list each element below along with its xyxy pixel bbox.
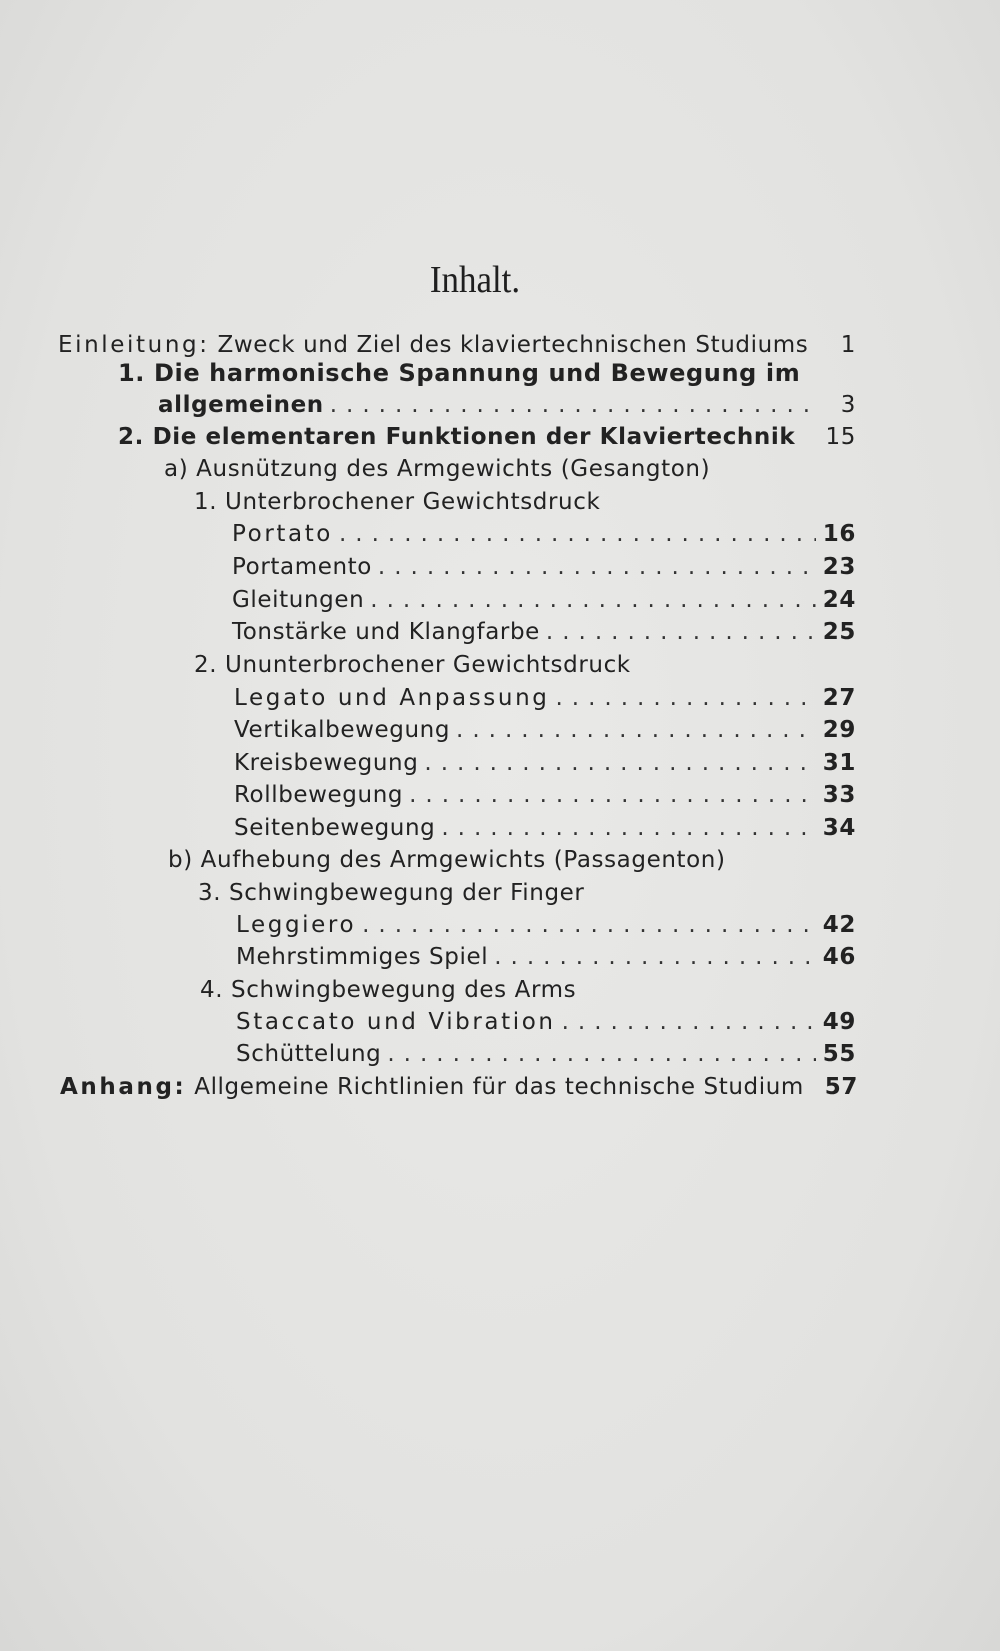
toc-ch1-title-cont: allgemeinen: [158, 392, 324, 418]
toc-entry-label: Mehrstimmiges Spiel: [236, 944, 489, 970]
toc-ch1-title: Die harmonische Spannung und Bewegung im: [154, 359, 801, 387]
toc-subsection-1: 1. Unterbrochener Gewichtsdruck: [194, 489, 601, 515]
toc-entry-label: Gleitungen: [232, 587, 365, 613]
leader-dots: [356, 908, 816, 942]
toc-subsection-4: 4. Schwingbewegung des Arms: [200, 977, 577, 1003]
leader-dots: [418, 746, 816, 780]
toc-entry-roll: [234, 778, 856, 812]
toc-entry-label: Rollbewegung: [234, 782, 404, 808]
leader-dots: [381, 1037, 816, 1071]
toc-entry-label: Portato: [232, 521, 333, 547]
toc-entry-vertikal: [234, 713, 856, 747]
toc-ch1-line1: [118, 356, 800, 390]
toc-entry-seiten: [234, 811, 856, 845]
toc-entry-label: Kreisbewegung: [234, 750, 419, 776]
toc-entry-portamento: [232, 550, 856, 584]
leader-dots: [324, 388, 816, 422]
leader-dots: [403, 778, 816, 812]
toc-appendix: [60, 1070, 858, 1104]
toc-entry-page: 46: [822, 944, 856, 970]
toc-entry-mehrstimmig: [236, 940, 856, 974]
toc-ch2-page: 15: [825, 424, 856, 450]
toc-entry-label: Staccato und Vibration: [236, 1009, 556, 1035]
toc-entry-page: 27: [822, 685, 856, 711]
toc-entry-page: 42: [822, 912, 856, 938]
leader-dots: [450, 713, 816, 747]
toc-intro-text: Zweck und Ziel des klaviertechnischen Studiums: [217, 332, 809, 358]
toc-entry-page: 29: [822, 717, 856, 743]
leader-dots: [549, 681, 816, 715]
toc-ch1-page: 3: [840, 392, 856, 418]
toc-section-b: b) Aufhebung des Armgewichts (Passagenton): [168, 847, 726, 873]
toc-appendix-page: 57: [824, 1074, 858, 1100]
toc-entry-page: 23: [822, 554, 856, 580]
toc-entry-leggiero: [236, 908, 856, 942]
toc-entry-label: Tonstärke und Klangfarbe: [232, 619, 540, 645]
toc-section-a: a) Ausnützung des Armgewichts (Gesangton): [164, 456, 711, 482]
leader-dots: [488, 940, 816, 974]
toc-ch2-title: Die elementaren Funktionen der Klaviertechnik: [152, 424, 796, 450]
toc-entry-legato: [234, 681, 856, 715]
toc-entry-gleitungen: [232, 583, 856, 617]
leader-dots: [540, 615, 816, 649]
toc-ch2-num: 2.: [118, 424, 144, 450]
toc-entry-label: Vertikalbewegung: [234, 717, 451, 743]
toc-entry-page: 16: [822, 521, 856, 547]
toc-subsection-3: 3. Schwingbewegung der Finger: [198, 880, 585, 906]
toc-ch1-line2: [158, 388, 856, 422]
toc-entry-label: Seitenbewegung: [234, 815, 436, 841]
toc-entry-label: Portamento: [232, 554, 372, 580]
toc-entry-page: 49: [822, 1009, 856, 1035]
toc-intro-label: Einleitung:: [58, 332, 210, 358]
leader-dots: [435, 811, 816, 845]
leader-dots: [372, 550, 816, 584]
toc-appendix-text: Allgemeine Richtlinien für das technische Studium: [194, 1074, 804, 1100]
toc-entry-label: Leggiero: [236, 912, 357, 938]
toc-entry-label: Legato und Anpassung: [234, 685, 550, 711]
toc-entry-page: 31: [822, 750, 856, 776]
leader-dots: [364, 583, 816, 617]
toc-appendix-label: Anhang:: [60, 1074, 187, 1100]
toc-entry-page: 25: [822, 619, 856, 645]
page-title: Inhalt.: [429, 259, 521, 301]
toc-entry-page: 34: [822, 815, 856, 841]
toc-entry-schuettelung: [236, 1037, 856, 1071]
toc-entry-staccato: [236, 1005, 856, 1039]
toc-entry-portato: [232, 517, 856, 551]
toc-entry-page: 33: [822, 782, 856, 808]
toc-ch2: [118, 420, 856, 454]
leader-dots: [556, 1005, 816, 1039]
toc-entry-tonstaerke: [232, 615, 856, 649]
toc-entry-kreis: [234, 746, 856, 780]
leader-dots: [333, 517, 816, 551]
toc-entry-page: 55: [822, 1041, 856, 1067]
toc-ch1-num: 1.: [118, 359, 146, 387]
toc-intro-page: 1: [840, 332, 856, 358]
toc-subsection-2: 2. Ununterbrochener Gewichtsdruck: [194, 652, 631, 678]
toc-entry-page: 24: [822, 587, 856, 613]
toc-entry-label: Schüttelung: [236, 1041, 382, 1067]
